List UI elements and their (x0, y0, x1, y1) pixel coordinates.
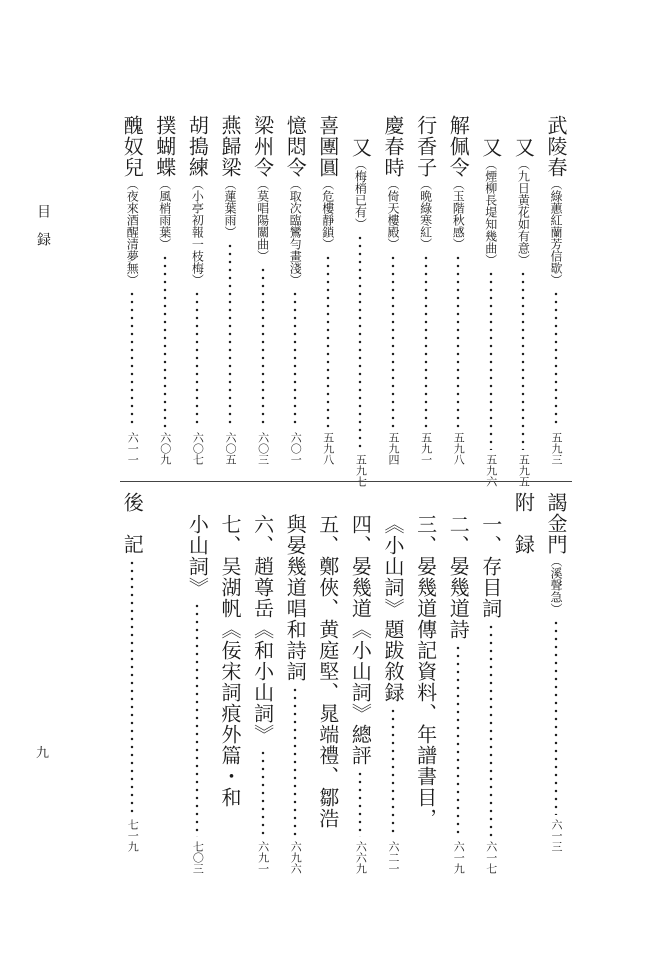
entry-subtitle: （危樓靜鎖） (320, 178, 335, 250)
leader-dots (554, 619, 558, 815)
entry-subtitle: （莫唱陽關曲） (255, 178, 270, 262)
toc-entry (215, 492, 245, 874)
toc-top-block (120, 115, 570, 487)
entry-page: 五九六 (484, 454, 498, 487)
entry-title: 醜奴兒（夜來酒醒清夢無） (120, 115, 145, 286)
leader-dots (195, 290, 199, 428)
toc-entry (508, 115, 538, 487)
toc-entry (345, 492, 375, 874)
leader-dots (456, 644, 460, 837)
entry-subtitle: （小亭初報一枝梅） (190, 178, 205, 286)
entry-title: 武陵春（綠蕙紅蘭芳信歇） (544, 115, 568, 286)
entry-page: 六九六 (289, 841, 303, 874)
entry-subtitle: （蓮葉雨） (223, 178, 237, 238)
entry-page: 六一七 (484, 841, 498, 874)
entry-title: 又（九日黄花如有意） (511, 137, 536, 266)
entry-page: 五九四 (387, 432, 400, 465)
entry-title: 解佩令（玉階秋感） (446, 115, 471, 250)
toc-entry (443, 492, 473, 874)
entry-subtitle: （取次臨鸞勻畫淺） (288, 178, 303, 286)
leader-dots (554, 290, 558, 428)
entry-title: 後 記 (120, 492, 145, 555)
toc-entry (280, 492, 310, 874)
leader-dots (424, 254, 428, 428)
entry-subtitle: （溪聲急） (549, 555, 563, 615)
entry-title: 與晏幾道唱和詩詞 (283, 514, 308, 682)
entry-page: 七〇三 (191, 841, 205, 874)
entry-title: 梁州令（莫唱陽關曲） (250, 115, 275, 262)
entry-subtitle: （夜來酒醒清夢無） (125, 178, 140, 286)
section-label: 目録 (35, 204, 51, 260)
entry-subtitle: （晩綠寒紅） (418, 178, 433, 250)
entry-page: 六〇七 (191, 432, 205, 465)
entry-title: 三、晏幾道傳記資料、年譜書目， (413, 514, 438, 829)
entry-title: 小山詞》 (185, 514, 210, 598)
leader-dots (391, 707, 395, 837)
toc-entry (476, 492, 506, 874)
entry-page: 五九一 (419, 432, 433, 465)
leader-dots (358, 770, 362, 837)
entry-page: 五九七 (354, 454, 368, 487)
entry-title: 行香子（晩綠寒紅） (413, 115, 438, 250)
entry-title: 附 録 (511, 492, 536, 555)
entry-title: 胡搗練（小亭初報一枝梅） (185, 115, 210, 286)
entry-page: 六〇三 (256, 432, 270, 465)
toc-entry (117, 115, 147, 465)
toc-entry (248, 115, 278, 465)
entry-subtitle: （玉階秋感） (451, 178, 466, 250)
leader-dots (130, 290, 134, 428)
entry-title: 謁金門（溪聲急） (544, 492, 568, 615)
toc-entry (443, 115, 473, 465)
entry-title: 七、吴湖帆《佞宋詞痕外篇・和 (218, 514, 242, 808)
entry-page: 五九八 (321, 432, 335, 465)
entry-page: 五九八 (452, 432, 466, 465)
entry-title: 燕歸梁（蓮葉雨） (218, 115, 242, 238)
leader-dots (163, 254, 167, 428)
toc-entry (313, 115, 343, 465)
entry-title: 《小山詞》題跋敘録 (381, 514, 405, 703)
toc-entry (313, 492, 343, 874)
leader-dots (358, 234, 362, 450)
toc-entry (411, 115, 441, 465)
toc-entry (182, 492, 212, 874)
entry-title: 慶春時（倚天樓殿） (381, 115, 405, 250)
entry-title: 一、存目詞 (478, 514, 503, 619)
toc-entry (280, 115, 310, 465)
toc-entry (182, 115, 212, 465)
divider-rule (120, 481, 572, 482)
toc-entry (476, 115, 506, 487)
entry-title: 撲蝴蝶（風梢雨葉） (152, 115, 177, 250)
entry-page: 六六九 (354, 841, 368, 874)
entry-page: 六一九 (452, 841, 466, 874)
toc-entry (541, 492, 571, 852)
toc-entry (378, 492, 408, 874)
entry-title: 又（煙柳長堤知幾曲） (478, 137, 503, 266)
leader-dots (195, 602, 199, 837)
entry-page: 七一九 (126, 819, 140, 852)
leader-dots (261, 266, 265, 428)
entry-page: 六一一 (126, 432, 140, 465)
leader-dots (130, 559, 134, 815)
leader-dots (326, 254, 330, 428)
entry-page: 六二一 (387, 841, 400, 874)
leader-dots (261, 749, 265, 837)
leader-dots (489, 623, 493, 837)
toc-entry (378, 115, 408, 465)
leader-dots (521, 270, 525, 450)
entry-page: 六〇九 (158, 432, 172, 465)
entry-page: 六〇一 (289, 432, 303, 465)
toc-entry (541, 115, 571, 465)
entry-page: 五九三 (550, 432, 563, 465)
entry-page: 六〇五 (224, 432, 237, 465)
entry-title: 喜團圓（危樓靜鎖） (315, 115, 340, 250)
leader-dots (293, 290, 297, 428)
toc-entry (345, 115, 375, 487)
entry-title: 又（梅梢已有） (348, 137, 373, 230)
leader-dots (489, 270, 493, 450)
entry-title: 六、趙尊岳《和小山詞》 (250, 514, 275, 745)
leader-dots (293, 686, 297, 837)
toc-entry (508, 492, 538, 852)
leader-dots (228, 242, 232, 428)
entry-subtitle: （煙柳長堤知幾曲） (483, 158, 498, 266)
toc-entry (150, 115, 180, 465)
entry-page: 六一三 (550, 819, 563, 852)
toc-entry (215, 115, 245, 465)
entry-title: 憶悶令（取次臨鸞勻畫淺） (283, 115, 308, 286)
entry-subtitle: （倚天樓殿） (386, 178, 400, 250)
entry-subtitle: （九日黄花如有意） (516, 158, 531, 266)
entry-page: 五九五 (517, 454, 531, 487)
entry-subtitle: （風梢雨葉） (157, 178, 172, 250)
toc-bottom-block (120, 492, 570, 874)
entry-subtitle: （梅梢已有） (353, 158, 368, 230)
entry-subtitle: （綠蕙紅蘭芳信歇） (549, 178, 563, 286)
leader-dots (391, 254, 395, 428)
entry-page: 六九一 (256, 841, 270, 874)
page-number: 九 (36, 746, 50, 761)
entry-title: 二、晏幾道詩 (446, 514, 471, 640)
toc-entry (150, 492, 180, 852)
entry-title: 五、鄭俠、黄庭堅、晁端禮、鄒浩 (315, 514, 340, 829)
toc-entry (117, 492, 147, 852)
leader-dots (456, 254, 460, 428)
toc-entry (411, 492, 441, 874)
entry-title: 四、晏幾道《小山詞》總評 (348, 514, 373, 766)
toc-entry (248, 492, 278, 874)
